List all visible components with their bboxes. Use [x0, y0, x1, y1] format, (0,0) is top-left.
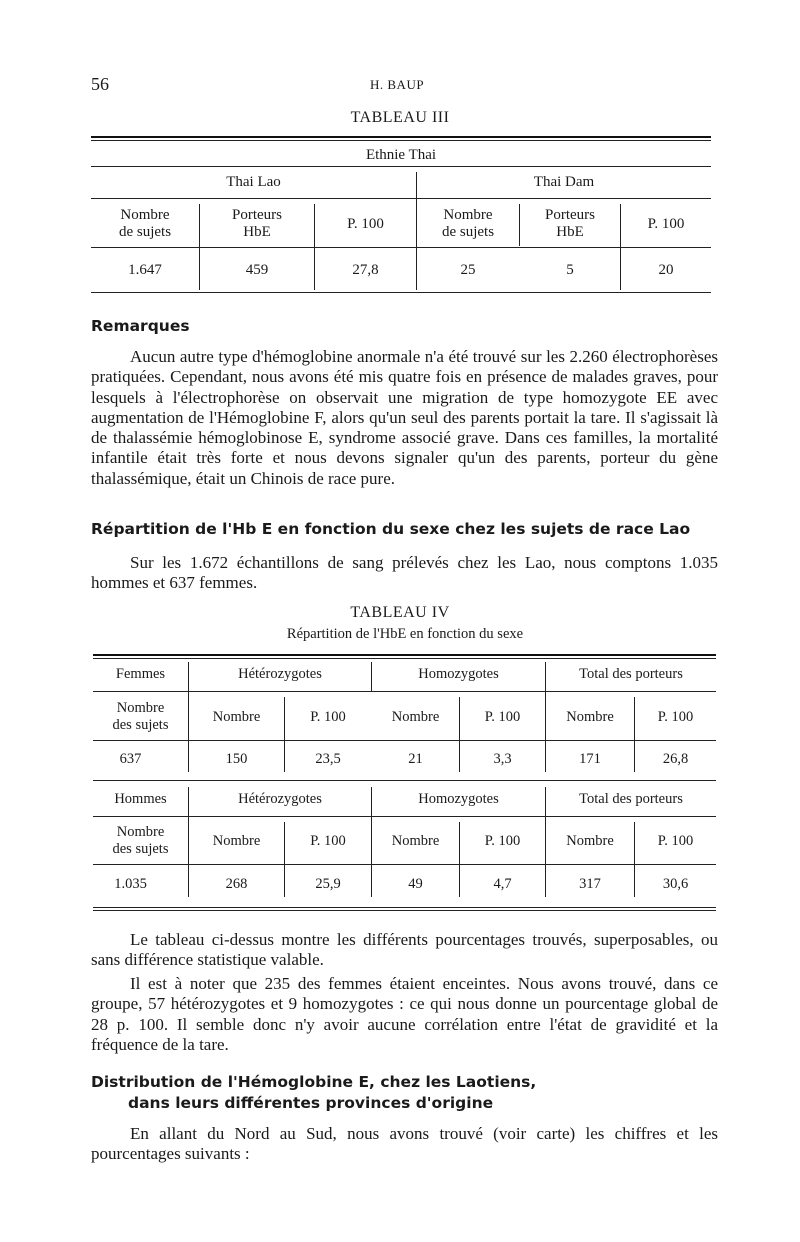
- table4-col-p100: P. 100: [484, 833, 521, 849]
- table4-group-het: Hétérozygotes: [238, 666, 322, 682]
- distribution-paragraph: En allant du Nord au Sud, nous avons trouvé (voir carte) les chiffres et les pourcentages suivants :: [91, 1124, 718, 1164]
- table3-group-thai-dam: Thai Dam: [533, 174, 595, 190]
- table3-col-nombre-lao-l2: de sujets: [118, 224, 172, 240]
- table4-group-total: Total des porteurs: [579, 666, 683, 682]
- table4-hommes-value: 30,6: [662, 876, 689, 892]
- table4-group-hom: Homozygotes: [418, 666, 499, 682]
- table4-col-nombre: Nombre: [566, 709, 614, 725]
- conclusion-paragraph-2: Il est à noter que 235 des femmes étaient enceintes. Nous avons trouvé, dans ce groupe, 57 hétérozygotes et 9 homozygotes : ce qui nous donne un pourcentage global de 28 p. 100. Il semble donc n'y avoir aucune corrélation entre l'état de gravidité et la fréquence de la tare.: [91, 974, 718, 1054]
- table3-bottom-rule: [91, 292, 711, 293]
- distribution-heading-line2: dans leurs différentes provinces d'origine: [128, 1094, 494, 1112]
- table4-bottom-rule-2: [93, 910, 716, 911]
- table3-col-nombre-lao: [91, 207, 199, 241]
- table3-col-nombre-dam: [417, 207, 519, 241]
- distribution-heading-line1: Distribution de l'Hémoglobine E, chez les Laotiens,: [91, 1073, 537, 1091]
- table3-col-nombre-dam-l1: Nombre: [443, 207, 493, 223]
- table4-rule: [93, 816, 188, 817]
- table4-subtitle: Répartition de l'HbE en fonction du sexe: [286, 626, 524, 642]
- table4-col-nombre-sujets-2-l1: Nombre: [116, 824, 165, 840]
- table3-col-porteurs-dam-l2: HbE: [556, 224, 584, 240]
- table4-mid-rule: [93, 780, 716, 781]
- running-header-author: H. BAUP: [370, 77, 425, 92]
- table3-col-nombre-dam-l2: de sujets: [441, 224, 495, 240]
- table4-col-p100: P. 100: [657, 709, 694, 725]
- conclusion-paragraph-1: Le tableau ci-dessus montre les différents pourcentages trouvés, superposables, ou sans différence statistique valable.: [91, 930, 718, 970]
- table4-hommes-value: 1.035: [114, 876, 147, 892]
- table4-rule: [93, 864, 716, 865]
- table4-top-rule: [93, 654, 716, 656]
- table3-value: 1.647: [128, 262, 162, 278]
- table4-femmes-value: 637: [119, 751, 142, 767]
- table3-rule-ethnie: [91, 166, 711, 167]
- table4-group-het-2: Hétérozygotes: [238, 791, 322, 807]
- table3-col-p100-lao: P. 100: [347, 216, 384, 232]
- table3-group-thai-lao: Thai Lao: [226, 174, 281, 190]
- table4-femmes-value: 23,5: [315, 751, 341, 767]
- table4-top-rule-2: [93, 658, 716, 659]
- table4-femmes-label: Femmes: [115, 666, 166, 682]
- table4-rule: [189, 691, 716, 692]
- table3-value: 5: [566, 262, 574, 278]
- table4-group-hom-2: Homozygotes: [418, 791, 499, 807]
- table4-bottom-rule: [93, 907, 716, 908]
- table3-col-porteurs-dam-l1: Porteurs: [545, 207, 595, 223]
- table3-rule-header: [91, 247, 711, 248]
- table3-col-porteurs-dam: [520, 207, 620, 241]
- table4-group-total-2: Total des porteurs: [579, 791, 683, 807]
- table4-col-p100: P. 100: [657, 833, 694, 849]
- table4-col-p100: P. 100: [310, 833, 346, 849]
- table3-col-nombre-lao-l1: Nombre: [120, 207, 170, 223]
- table3-col-porteurs-lao: [200, 207, 314, 241]
- table4-femmes-value: 171: [579, 751, 601, 767]
- table3-value: 27,8: [352, 262, 379, 278]
- table4-hommes-value: 268: [225, 876, 248, 892]
- table4-col-nombre-sujets-2-l2: des sujets: [112, 841, 169, 857]
- table4-col-nombre: Nombre: [212, 833, 261, 849]
- repartition-heading: Répartition de l'Hb E en fonction du sexe chez les sujets de race Lao: [91, 520, 691, 538]
- table4-rule: [189, 816, 716, 817]
- table3-col-porteurs-lao-l1: Porteurs: [232, 207, 282, 223]
- table4-col-nombre-sujets-2: [93, 824, 188, 858]
- page-number: 56: [91, 74, 109, 94]
- table3-value: 20: [658, 262, 674, 278]
- table3-rule-groups: [91, 198, 711, 199]
- table3-title: TABLEAU III: [350, 109, 450, 126]
- table3-ethnie: Ethnie Thai: [365, 147, 437, 163]
- table4-hommes-value: 25,9: [315, 876, 341, 892]
- table3-col-p100-dam: P. 100: [647, 216, 685, 232]
- table4-col-p100: P. 100: [310, 709, 346, 725]
- table4-rule: [93, 691, 188, 692]
- table3-value: 25: [460, 262, 476, 278]
- table4-col-nombre: Nombre: [391, 709, 440, 725]
- table4-col-nombre: Nombre: [566, 833, 614, 849]
- table4-hommes-value: 49: [408, 876, 423, 892]
- table4-col-nombre-sujets: [93, 700, 188, 734]
- table4-hommes-label: Hommes: [114, 791, 167, 807]
- table3-col-porteurs-lao-l2: HbE: [243, 224, 271, 240]
- table4-col-nombre-sujets-l2: des sujets: [112, 717, 169, 733]
- table3-top-rule: [91, 136, 711, 138]
- table4-col-p100: P. 100: [484, 709, 521, 725]
- table3-value: 459: [245, 262, 269, 278]
- table4-hommes-value: 4,7: [493, 876, 512, 892]
- table4-femmes-value: 26,8: [662, 751, 689, 767]
- table4-femmes-value: 21: [408, 751, 423, 767]
- table3-top-rule-2: [91, 140, 711, 141]
- table4-femmes-value: 150: [225, 751, 248, 767]
- table4-col-nombre-sujets-l1: Nombre: [116, 700, 165, 716]
- table4-hommes-value: 317: [579, 876, 601, 892]
- table4-rule: [93, 740, 716, 741]
- table4-col-nombre: Nombre: [212, 709, 261, 725]
- table4-col-nombre: Nombre: [391, 833, 440, 849]
- repartition-paragraph: Sur les 1.672 échantillons de sang prélevés chez les Lao, nous comptons 1.035 hommes et 637 femmes.: [91, 553, 718, 593]
- remarques-heading: Remarques: [91, 317, 190, 335]
- remarques-paragraph: Aucun autre type d'hémoglobine anormale n'a été trouvé sur les 2.260 électrophorèses pratiquées. Cependant, nous avons été mis quatre fois en présence de malades graves, pour lesquels à l'électrophorèse on observait une migration de type homozygote EE avec augmentation de l'Hémoglobine F, alors qu'un seul des parents portait la tare. Il s'agissait là de thalassémie hémoglobinose E, syndrome associé grave. Dans ces familles, la mortalité infantile était très forte et nous devons signaler qu'un des parents, porteur du gène thalassémique, était un Chinois de race pure.: [91, 347, 718, 488]
- table4-femmes-value: 3,3: [493, 751, 512, 767]
- table4-title: TABLEAU IV: [350, 604, 450, 621]
